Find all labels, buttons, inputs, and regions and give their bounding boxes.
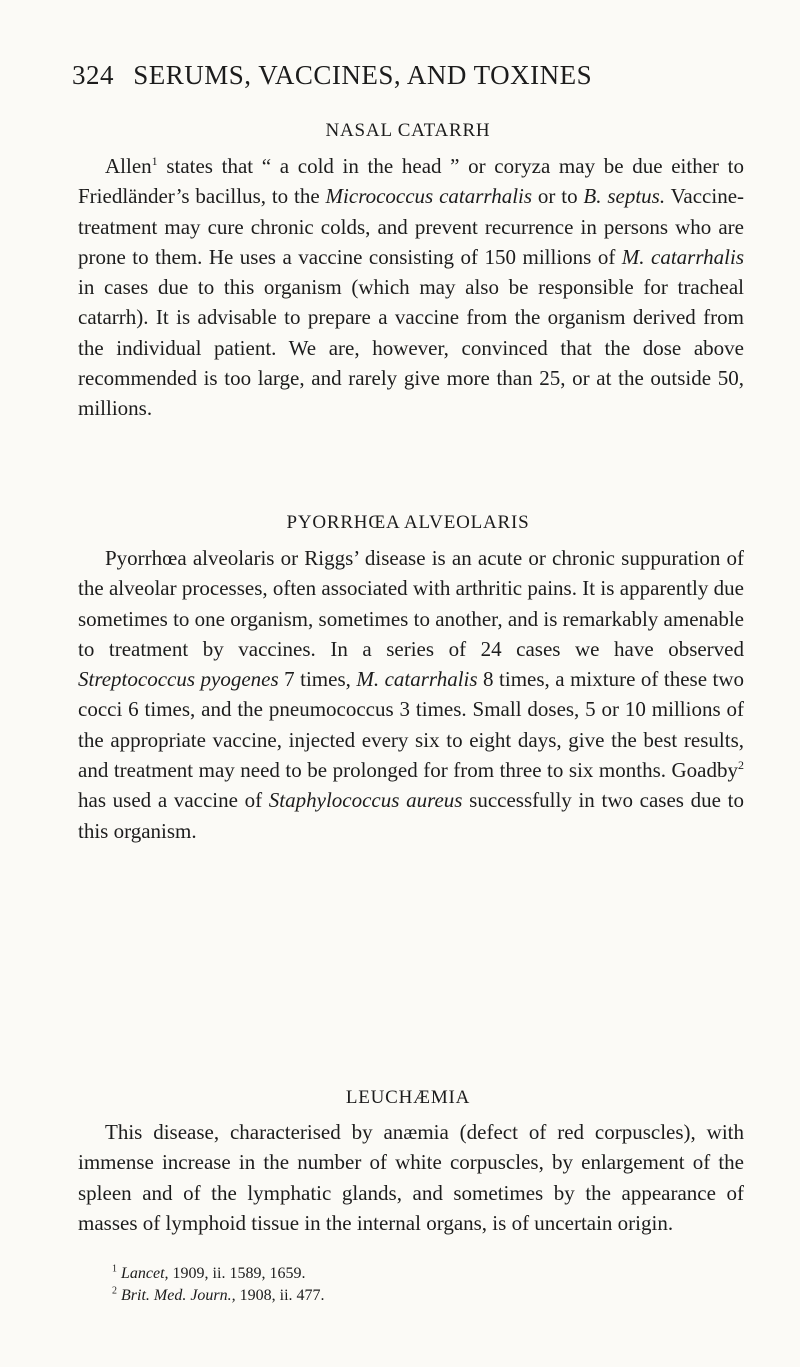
footnote-mark: 1 — [112, 1263, 117, 1275]
text-run: has used a vaccine of — [78, 788, 269, 813]
section-paragraph — [78, 1117, 744, 1238]
text-run: or to — [532, 184, 584, 209]
italic-term: Streptococcus pyogenes — [78, 667, 279, 692]
footnote-1 — [112, 1264, 305, 1283]
footnote-2 — [112, 1286, 325, 1305]
text-run: This disease, characterised by anæmia (defect of red corpuscles), with immense increase in the number of white corpuscles, by enlargement of the spleen and of the lymphatic glands, and sometimes by the appearance of masses of lymphoid tissue in the internal organs, is of uncertain origin. — [78, 1120, 744, 1235]
text-run: successfully in two cases due to this organism. — [78, 788, 744, 843]
italic-term: M. catarrhalis — [356, 667, 478, 692]
page-number: 324 — [72, 60, 114, 90]
running-title: SERUMS, VACCINES, AND TOXINES — [133, 60, 593, 90]
italic-term: Staphylococcus aureus — [268, 788, 463, 813]
italic-term: Micrococcus catarrhalis — [325, 184, 533, 209]
running-head — [72, 60, 762, 91]
text-run: 7 times, — [278, 667, 357, 692]
text-run: Allen — [105, 154, 152, 178]
text-run: in cases due to this organism (which may also be responsible for tracheal catarrh). It is advisable to prepare a vaccine from the organism derived from the individual patient. We are, however, convinced that the dose above recommended is too large, and rarely give more than 25, or at the outside 50, millions. — [78, 275, 744, 421]
text-run: Pyorrhœa alveolaris or Riggs’ disease is an acute or chronic suppuration of the alveolar processes, often associated with arthritic pains. It is apparently due sometimes to one organism, sometimes to another, and is remarkably amenable to treatment by vaccines. In a series of 24 cases we have observed — [78, 546, 744, 661]
footnote-reference-mark: 2 — [738, 758, 744, 773]
footnote-source: Brit. Med. Journ., — [121, 1287, 236, 1304]
text-run: Vaccine-treatment may cure chronic colds, and prevent recurrence in persons who are prone to them. He uses a vaccine consisting of 150 millions of — [78, 184, 745, 269]
section-paragraph — [78, 151, 744, 424]
section-heading-pyorrhoea: PYORRHŒA ALVEOLARIS — [286, 512, 530, 533]
text-run: 8 times, a mixture of these two cocci 6 times, and the pneumococcus 3 times. Small doses, 5 or 10 millions of the appropriate vaccine, injected every six to eight days, give the best results, and treatment may need to be prolonged for from three to six months. Goadby — [78, 667, 744, 783]
section-heading-nasal-catarrh: NASAL CATARRH — [325, 120, 491, 141]
section-heading-leuchaemia: LEUCHÆMIA — [345, 1087, 471, 1108]
footnote-reference: 1908, ii. 477. — [235, 1287, 325, 1304]
italic-term: B. septus. — [583, 184, 666, 209]
footnote-mark: 2 — [112, 1285, 117, 1297]
footnote-reference: 1909, ii. 1589, 1659. — [168, 1265, 306, 1282]
footnote-reference-mark: 1 — [151, 154, 158, 168]
section-paragraph — [78, 543, 744, 846]
italic-term: M. catarrhalis — [621, 244, 744, 269]
text-run: states that “ a cold in the head ” or coryza may be due either to Friedländer’s bacillus, to the — [78, 154, 744, 209]
footnote-source: Lancet, — [121, 1265, 169, 1282]
